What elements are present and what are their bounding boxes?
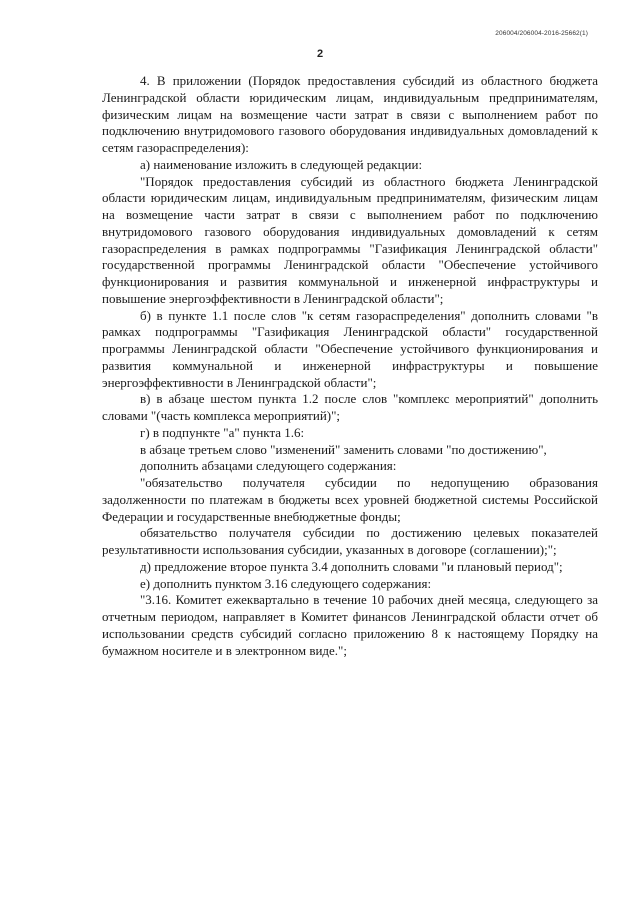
paragraph-clause-3-16: "3.16. Комитет ежеквартально в течение 10 рабочих дней месяца, следующего за отчетным периодом, направляет в Комитет финансов Ленинградской области отчет об использовании средств субсидий согласно приложению 8 к настоящему Порядку на бумажном носителе и в электронном виде."; <box>102 592 598 658</box>
paragraph-add-clauses: дополнить абзацами следующего содержания: <box>140 458 397 474</box>
paragraph-subitem-g: г) в подпункте "а" пункта 1.6: <box>140 424 305 440</box>
document-id: 206004/206004-2016-25662(1) <box>495 30 588 37</box>
page-number: 2 <box>316 48 324 60</box>
paragraph-subitem-a: а) наименование изложить в следующей редакции: <box>140 156 423 172</box>
paragraph-replace-word: в абзаце третьем слово "изменений" заменить словами "по достижению", <box>140 441 547 457</box>
paragraph-subitem-e: е) дополнить пунктом 3.16 следующего содержания: <box>140 575 432 591</box>
paragraph-subitem-d: д) предложение второе пункта 3.4 дополнить словами "и плановый период"; <box>140 558 563 574</box>
paragraph-item-4: 4. В приложении (Порядок предоставления субсидий из областного бюджета Ленинградской области юридическим лицам, индивидуальным предпринимателям, физическим лицам на возмещение части затрат в связи с выполнением работ по подключению внутридомового газового оборудования индивидуальных домовладений к сетям газораспределения): <box>102 73 598 155</box>
document-body <box>102 73 598 659</box>
paragraph-subitem-v: в) в абзаце шестом пункта 1.2 после слов "комплекс мероприятий" дополнить словами "(часть комплекса мероприятий)"; <box>102 391 598 423</box>
paragraph-obligation-debt: "обязательство получателя субсидии по недопущению образования задолженности по платежам в бюджеты всех уровней бюджетной системы Российской Федерации и государственные внебюджетные фонды; <box>102 475 598 524</box>
paragraph-obligation-targets: обязательство получателя субсидии по достижению целевых показателей результативности использования субсидии, указанных в договоре (соглашении);"; <box>102 525 598 557</box>
paragraph-subitem-b: б) в пункте 1.1 после слов "к сетям газораспределения" дополнить словами "в рамках подпрограммы "Газификация Ленинградской области" государственной программы Ленинградской области "Обеспечение устойчивого функционирования и развития коммунальной и инженерной инфраструктуры и повышение энергоэффективности в Ленинградской области"; <box>102 307 598 390</box>
paragraph-quoted-title: "Порядок предоставления субсидий из областного бюджета Ленинградской области юридическим лицам, индивидуальным предпринимателям, физическим лицам на возмещение части затрат в связи с выполнением работ по подключению внутридомового газового оборудования индивидуальных домовладений к сетям газораспределения в рамках подпрограммы "Газификация Ленинградской области" государственной программы Ленинградской области "Обеспечение устойчивого функционирования и развития коммунальной и инженерной инфраструктуры и повышение энергоэффективности в Ленинградской области"; <box>102 173 598 306</box>
